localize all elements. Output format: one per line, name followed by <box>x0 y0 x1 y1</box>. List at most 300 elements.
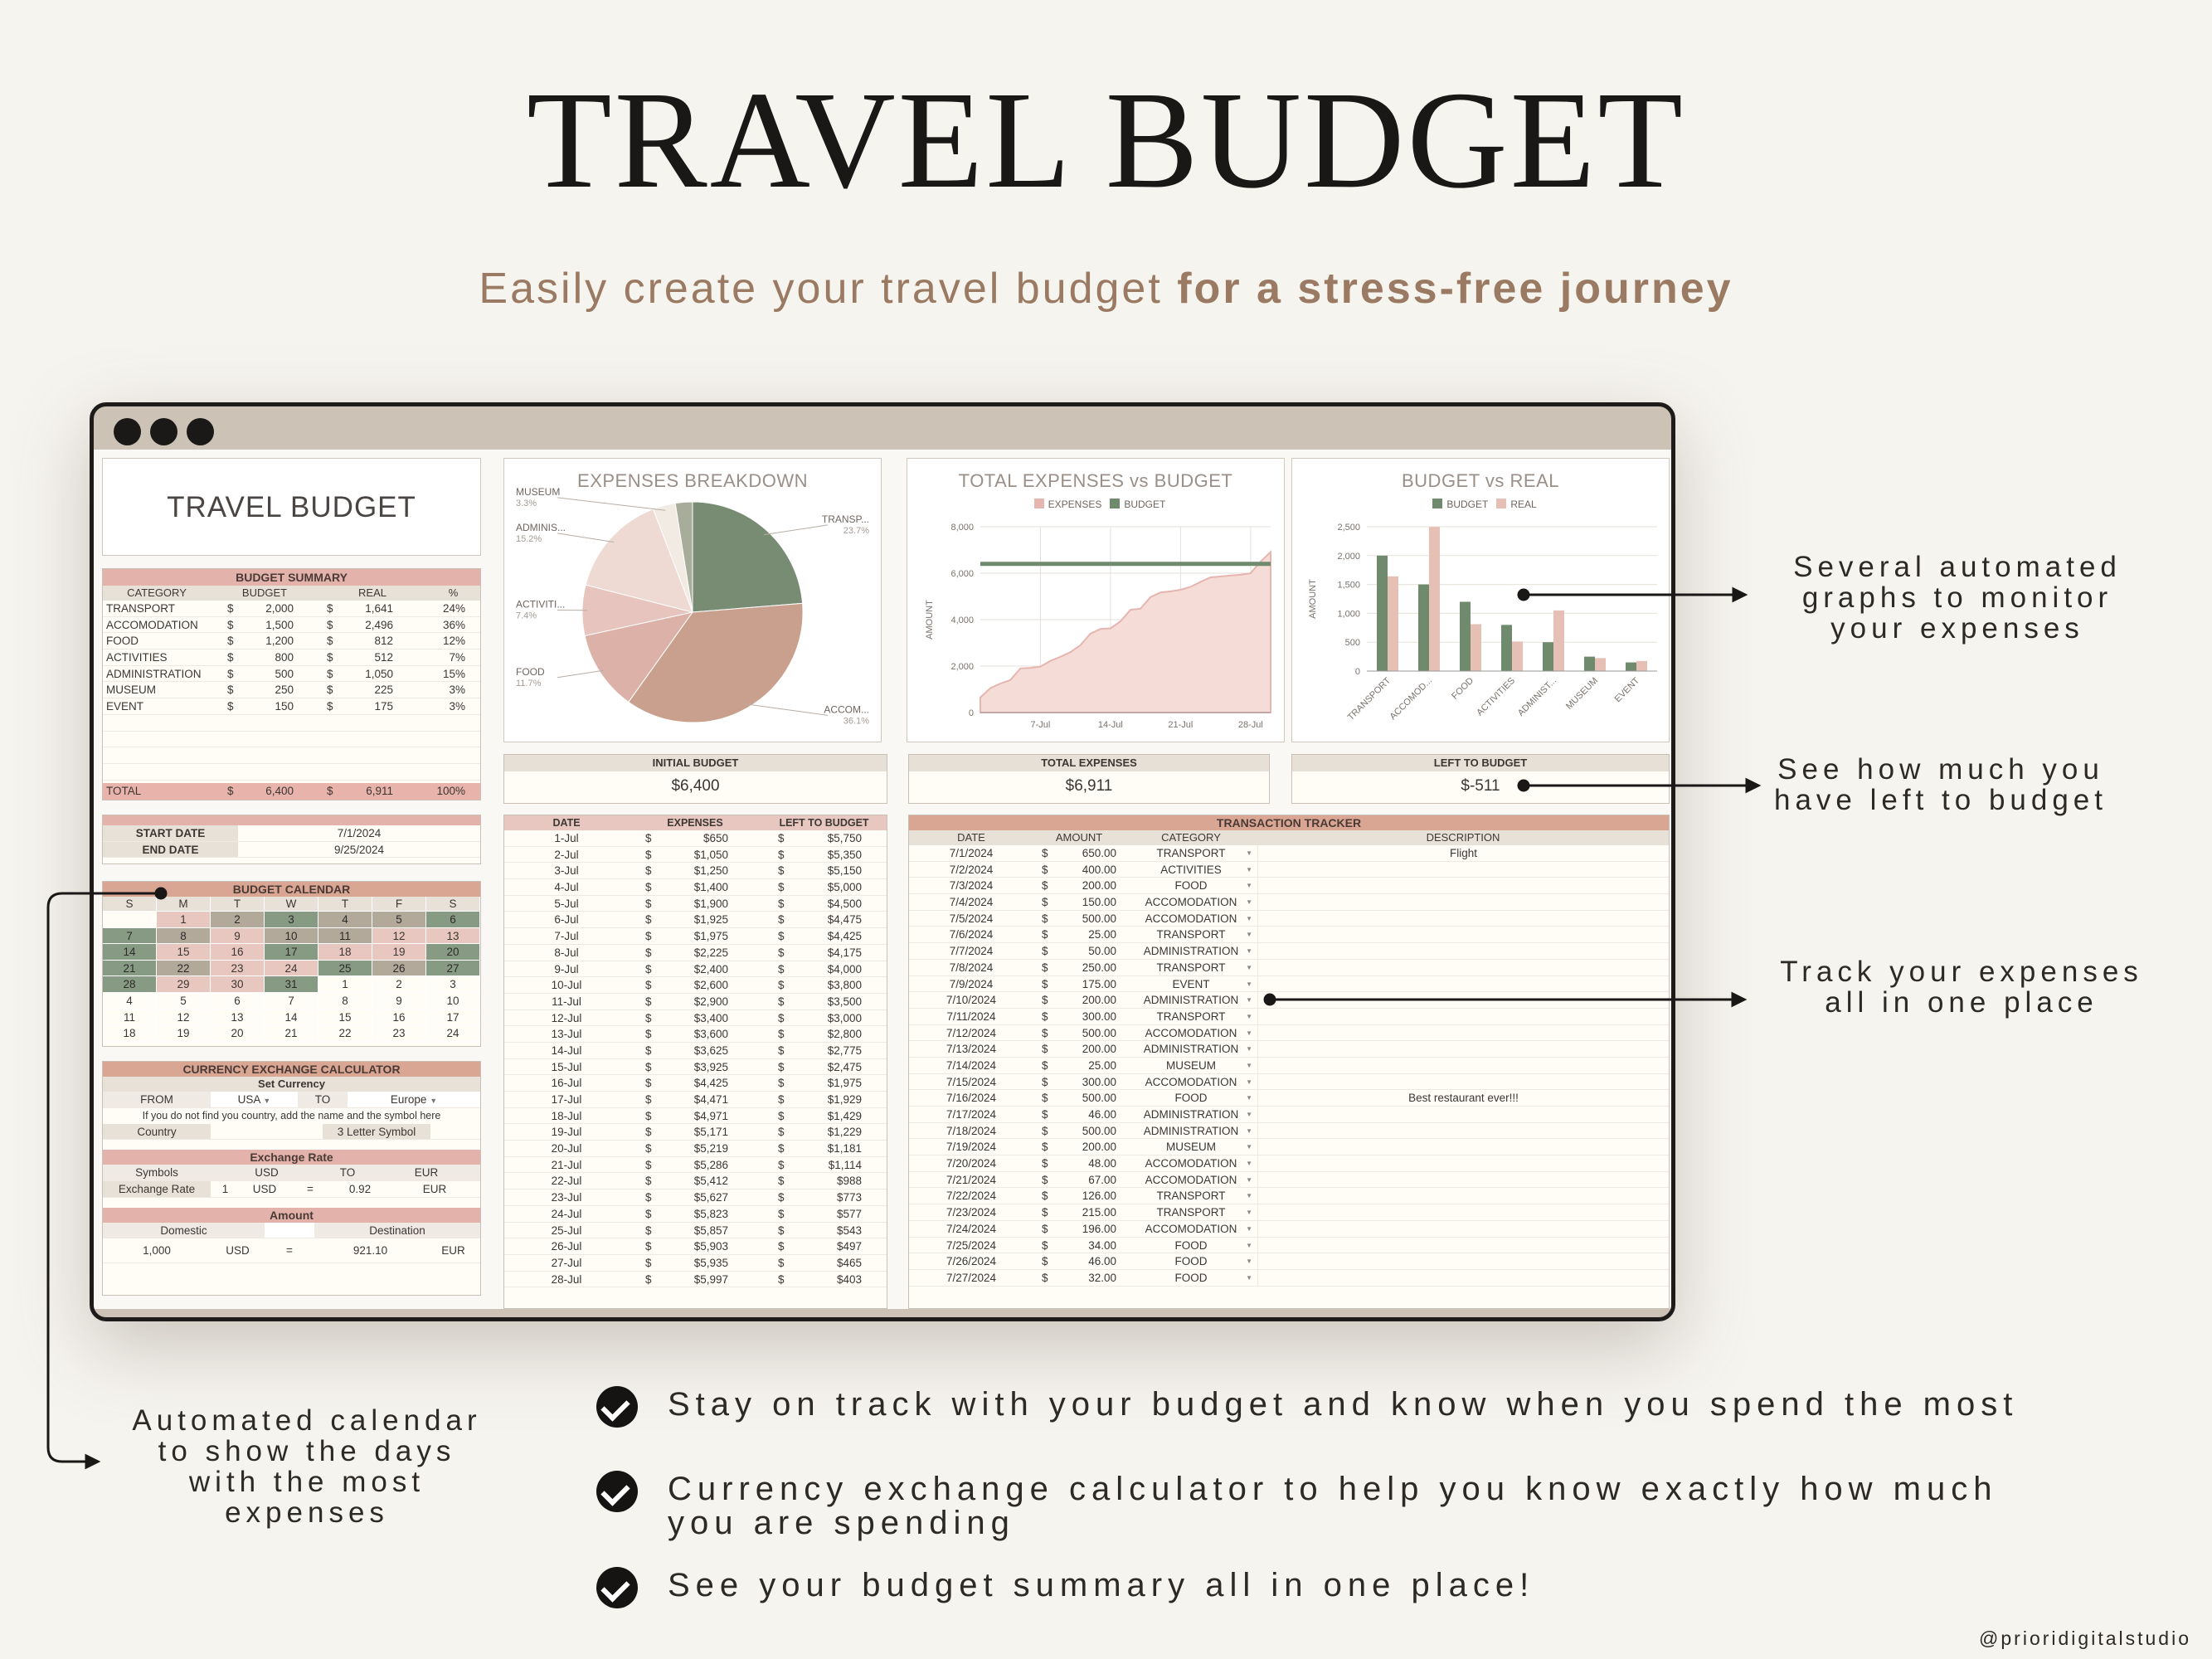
dates-header-band <box>103 815 480 825</box>
calendar-day[interactable]: 23 <box>372 1025 426 1042</box>
calendar-day[interactable]: 17 <box>265 944 318 961</box>
currency-symbol: $ <box>227 618 234 631</box>
tracker-category-select[interactable] <box>1125 976 1257 992</box>
daily-expense: $1,900 <box>693 897 728 910</box>
calendar-day[interactable]: 6 <box>211 993 265 1010</box>
tracker-description[interactable] <box>1257 960 1669 975</box>
currency-symbol: $ <box>778 1240 785 1253</box>
chart-title: EXPENSES BREAKDOWN <box>577 470 808 491</box>
calendar-day[interactable]: 17 <box>426 1010 480 1026</box>
tracker-date[interactable]: 7/19/2024 <box>946 1141 997 1154</box>
calendar-day[interactable]: 21 <box>265 1025 318 1042</box>
tracker-description[interactable] <box>1257 1172 1669 1188</box>
calendar-weekday: W <box>265 897 318 912</box>
tracker-row <box>909 1041 1669 1058</box>
calendar-day[interactable]: 4 <box>103 993 157 1010</box>
tracker-category-select[interactable] <box>1125 1058 1257 1073</box>
calendar-day[interactable]: 18 <box>103 1025 157 1042</box>
end-date-value[interactable]: 9/25/2024 <box>333 843 385 856</box>
calendar-day[interactable] <box>103 912 157 928</box>
budget-calendar <box>102 881 481 1047</box>
tracker-category-select[interactable] <box>1125 1009 1257 1024</box>
budget-summary-column-headers <box>103 586 480 601</box>
tracker-category-select[interactable] <box>1125 1139 1257 1155</box>
y-tick-label: 2,000 <box>1337 551 1360 562</box>
bar-real <box>1636 661 1647 671</box>
symbols-row <box>103 1165 480 1181</box>
chart-title: TOTAL EXPENSES vs BUDGET <box>958 470 1233 491</box>
tracker-category-select[interactable] <box>1125 1155 1257 1171</box>
calendar-day[interactable]: 27 <box>426 961 480 977</box>
tracker-amount[interactable]: 34.00 <box>1088 1238 1116 1252</box>
daily-expense: $4,971 <box>693 1109 728 1122</box>
tracker-amount[interactable]: 126.00 <box>1082 1190 1116 1203</box>
currency-symbol: $ <box>645 1044 652 1057</box>
currency-symbol: $ <box>1042 1075 1048 1088</box>
calendar-day[interactable]: 15 <box>318 1010 372 1026</box>
tracker-description[interactable] <box>1257 1058 1669 1073</box>
tracker-date[interactable]: 7/7/2024 <box>949 945 994 958</box>
budget-summary-total-row <box>103 783 480 800</box>
tracker-category-select[interactable] <box>1125 1221 1257 1237</box>
tracker-column-headers <box>909 830 1669 845</box>
tracker-description[interactable] <box>1257 911 1669 927</box>
tracker-date[interactable]: 7/27/2024 <box>946 1271 997 1284</box>
calendar-day[interactable]: 19 <box>157 1025 211 1042</box>
currency-symbol: $ <box>1042 1157 1048 1170</box>
summary-row <box>103 698 480 715</box>
calendar-day[interactable]: 13 <box>211 1010 265 1026</box>
summary-budget[interactable]: 800 <box>275 651 294 664</box>
currency-symbol: $ <box>1042 1173 1048 1186</box>
calendar-day[interactable]: 24 <box>426 1025 480 1042</box>
calendar-day[interactable]: 3 <box>265 912 318 928</box>
calendar-day[interactable]: 21 <box>103 961 157 977</box>
calendar-day[interactable]: 30 <box>211 976 265 993</box>
tracker-date[interactable]: 7/23/2024 <box>946 1206 997 1219</box>
tracker-category-value: ACTIVITIES <box>1160 863 1222 876</box>
daily-row <box>504 1043 887 1059</box>
calendar-day[interactable]: 16 <box>211 944 265 961</box>
tracker-date[interactable]: 7/16/2024 <box>946 1092 997 1105</box>
calendar-day[interactable]: 14 <box>265 1010 318 1026</box>
calendar-day[interactable]: 7 <box>103 928 157 945</box>
currency-symbol: $ <box>1042 1141 1048 1154</box>
tracker-date[interactable]: 7/22/2024 <box>946 1190 997 1203</box>
calendar-day[interactable]: 11 <box>318 928 372 945</box>
daily-row <box>504 945 887 961</box>
tracker-description[interactable] <box>1257 1025 1669 1041</box>
tracker-date[interactable]: 7/14/2024 <box>946 1058 997 1072</box>
end-date-row <box>103 842 480 859</box>
calendar-day[interactable]: 12 <box>157 1010 211 1026</box>
calendar-day[interactable]: 9 <box>372 993 426 1010</box>
tracker-row <box>909 1009 1669 1025</box>
daily-left: $1,181 <box>827 1142 862 1155</box>
chevron-down-icon: ▼ <box>1246 914 1252 922</box>
pie-slice-percent: 15.2% <box>516 533 542 544</box>
calendar-day[interactable]: 6 <box>426 912 480 928</box>
summary-budget[interactable]: 250 <box>275 684 294 697</box>
calendar-day[interactable]: 1 <box>318 976 372 993</box>
currency-from-to-row <box>103 1092 480 1108</box>
y-tick-label: 500 <box>1344 638 1360 649</box>
summary-category: ACTIVITIES <box>106 651 168 664</box>
calendar-day[interactable]: 4 <box>318 912 372 928</box>
domestic-amount-input[interactable]: 1,000 <box>143 1244 171 1258</box>
tracker-description[interactable] <box>1257 862 1669 878</box>
calendar-day[interactable]: 31 <box>265 976 318 993</box>
tracker-category-select[interactable] <box>1125 943 1257 959</box>
tracker-category-select[interactable] <box>1125 1204 1257 1220</box>
tracker-amount[interactable]: 500.00 <box>1082 1124 1116 1137</box>
tracker-category-select[interactable] <box>1125 845 1257 861</box>
currency-symbol: $ <box>645 979 652 992</box>
calendar-day[interactable]: 24 <box>265 961 318 977</box>
tracker-description[interactable] <box>1257 1155 1669 1171</box>
chevron-down-icon: ▼ <box>1246 1175 1252 1184</box>
chevron-down-icon: ▼ <box>1246 898 1252 907</box>
tracker-date[interactable]: 7/21/2024 <box>946 1173 997 1186</box>
y-tick-label: 4,000 <box>950 615 974 625</box>
tracker-category-select[interactable] <box>1125 1025 1257 1041</box>
tracker-date[interactable]: 7/18/2024 <box>946 1124 997 1137</box>
currency-symbol: $ <box>778 1272 785 1286</box>
daily-left: $4,500 <box>827 897 862 910</box>
daily-left: $4,475 <box>827 913 862 927</box>
tracker-row <box>909 1090 1669 1107</box>
tracker-date[interactable]: 7/9/2024 <box>949 977 994 990</box>
calendar-day[interactable]: 10 <box>265 928 318 945</box>
calendar-day[interactable]: 26 <box>372 961 426 977</box>
calendar-day[interactable]: 1 <box>157 912 211 928</box>
daily-date: 9-Jul <box>554 962 579 975</box>
summary-budget[interactable]: 2,000 <box>265 602 294 615</box>
symbol-input[interactable] <box>430 1124 480 1140</box>
tracker-amount[interactable]: 32.00 <box>1088 1271 1116 1284</box>
tracker-row <box>909 845 1669 862</box>
tracker-date[interactable]: 7/2/2024 <box>949 863 994 876</box>
tracker-amount[interactable]: 650.00 <box>1082 847 1116 859</box>
pie-slice <box>693 502 803 612</box>
currency-symbol: $ <box>1042 1271 1048 1284</box>
calendar-day[interactable]: 23 <box>211 961 265 977</box>
tracker-amount[interactable]: 300.00 <box>1082 1010 1116 1023</box>
summary-budget[interactable]: 1,200 <box>265 635 294 648</box>
from-label: FROM <box>140 1093 173 1106</box>
summary-budget[interactable]: 500 <box>275 667 294 680</box>
page-title: TRAVEL BUDGET <box>527 63 1685 217</box>
tracker-description[interactable] <box>1257 943 1669 959</box>
currency-symbol: $ <box>1042 1043 1048 1056</box>
tracker-date[interactable]: 7/25/2024 <box>946 1238 997 1252</box>
summary-percent: 24% <box>442 602 465 615</box>
daily-row <box>504 928 887 945</box>
daily-left: $577 <box>836 1207 862 1220</box>
x-tick-label: ADMINIST... <box>1515 675 1559 718</box>
currency-symbol: $ <box>1042 879 1048 893</box>
tracker-category-select[interactable] <box>1125 927 1257 942</box>
tracker-date[interactable]: 7/13/2024 <box>946 1043 997 1056</box>
tracker-category-select[interactable] <box>1125 1090 1257 1106</box>
col-percent: % <box>448 586 459 599</box>
daily-date: 12-Jul <box>551 1011 582 1024</box>
initial-budget-label: INITIAL BUDGET <box>504 755 887 771</box>
chevron-down-icon: ▼ <box>1246 882 1252 890</box>
calendar-day[interactable]: 19 <box>372 944 426 961</box>
tracker-date[interactable]: 7/1/2024 <box>949 847 994 859</box>
currency-header: CURRENCY EXCHANGE CALCULATOR <box>103 1062 480 1077</box>
sheet-title: TRAVEL BUDGET <box>167 491 416 523</box>
calendar-day[interactable]: 5 <box>372 912 426 928</box>
calendar-day[interactable]: 20 <box>211 1025 265 1042</box>
tracker-amount[interactable]: 25.00 <box>1088 1058 1116 1072</box>
tracker-category-value: ACCOMODATION <box>1145 912 1237 925</box>
currency-symbol: $ <box>645 832 652 844</box>
tracker-amount[interactable]: 200.00 <box>1082 994 1116 1007</box>
tracker-category-select[interactable] <box>1125 1041 1257 1057</box>
tracker-row <box>909 960 1669 976</box>
calendar-day[interactable]: 2 <box>211 912 265 928</box>
tracker-description[interactable] <box>1257 1221 1669 1237</box>
summary-real: 1,641 <box>365 602 393 615</box>
calendar-day[interactable]: 14 <box>103 944 157 961</box>
tracker-description[interactable] <box>1257 992 1669 1008</box>
calendar-day[interactable]: 5 <box>157 993 211 1010</box>
tracker-amount[interactable]: 300.00 <box>1082 1075 1116 1088</box>
chevron-down-icon: ▼ <box>1246 849 1252 857</box>
rate-value[interactable]: 0.92 <box>348 1183 372 1196</box>
tracker-date[interactable]: 7/26/2024 <box>946 1255 997 1268</box>
tracker-amount[interactable]: 200.00 <box>1082 879 1116 893</box>
tracker-category-select[interactable] <box>1125 1238 1257 1253</box>
tracker-date[interactable]: 7/11/2024 <box>946 1010 996 1023</box>
tracker-description[interactable] <box>1257 894 1669 910</box>
subtitle-bold: for a stress-free journey <box>1177 265 1733 313</box>
daily-left: $2,475 <box>827 1060 862 1073</box>
tracker-amount[interactable]: 50.00 <box>1088 945 1116 958</box>
tracker-description[interactable] <box>1257 1074 1669 1090</box>
summary-category: ACCOMODATION <box>106 618 198 631</box>
calendar-day[interactable]: 8 <box>157 928 211 945</box>
legend-budget: BUDGET <box>1124 499 1166 510</box>
tracker-description[interactable] <box>1257 1238 1669 1253</box>
summary-real: 1,050 <box>365 667 393 680</box>
currency-symbol: $ <box>1042 1190 1048 1203</box>
calendar-day[interactable]: 9 <box>211 928 265 945</box>
summary-budget[interactable]: 150 <box>275 700 294 713</box>
tracker-category-select[interactable] <box>1125 960 1257 975</box>
tracker-amount[interactable]: 175.00 <box>1082 977 1116 990</box>
tracker-amount[interactable]: 200.00 <box>1082 1141 1116 1154</box>
tracker-category-select[interactable] <box>1125 878 1257 893</box>
chevron-down-icon: ▼ <box>1246 1273 1252 1282</box>
calendar-weekday: T <box>211 897 265 912</box>
daily-date: 10-Jul <box>551 979 582 992</box>
currency-symbol: $ <box>1042 961 1048 974</box>
tracker-category-select[interactable] <box>1125 1074 1257 1090</box>
country-input[interactable] <box>211 1124 323 1140</box>
daily-left: $1,229 <box>827 1126 862 1139</box>
tracker-category-value: FOOD <box>1174 1255 1208 1268</box>
tracker-amount[interactable]: 150.00 <box>1082 896 1116 909</box>
summary-empty-row <box>103 732 480 748</box>
tracker-description[interactable] <box>1257 1123 1669 1139</box>
tracker-category-select[interactable] <box>1125 1123 1257 1139</box>
tracker-description[interactable] <box>1257 1139 1669 1155</box>
tracker-date[interactable]: 7/15/2024 <box>946 1075 997 1088</box>
tracker-category-select[interactable] <box>1125 1253 1257 1269</box>
currency-symbol: $ <box>1042 1238 1048 1252</box>
tracker-amount[interactable]: 67.00 <box>1088 1173 1116 1186</box>
tracker-category-select[interactable] <box>1125 1188 1257 1204</box>
tracker-description[interactable] <box>1257 1253 1669 1269</box>
tracker-date[interactable]: 7/4/2024 <box>949 896 994 909</box>
calendar-week <box>103 961 480 977</box>
tracker-date[interactable]: 7/10/2024 <box>946 994 997 1007</box>
tracker-date[interactable]: 7/20/2024 <box>946 1157 997 1170</box>
tracker-amount[interactable]: 46.00 <box>1088 1108 1116 1121</box>
calendar-day[interactable]: 20 <box>426 944 480 961</box>
currency-symbol: $ <box>645 1011 652 1024</box>
tracker-amount[interactable]: 48.00 <box>1088 1157 1116 1170</box>
daily-expense: $1,400 <box>693 881 728 894</box>
tracker-amount[interactable]: 25.00 <box>1088 928 1116 941</box>
tracker-category-value: ADMINISTRATION <box>1143 945 1239 958</box>
tracker-amount[interactable]: 215.00 <box>1082 1206 1116 1219</box>
left-to-budget-card <box>1291 754 1670 804</box>
tracker-category-select[interactable] <box>1125 992 1257 1008</box>
currency-symbol: $ <box>778 995 785 1008</box>
tracker-description[interactable]: Flight <box>1257 845 1669 861</box>
calendar-day[interactable]: 16 <box>372 1010 426 1026</box>
start-date-value[interactable]: 7/1/2024 <box>337 827 382 839</box>
tracker-description[interactable] <box>1257 1188 1669 1204</box>
tracker-description[interactable] <box>1257 927 1669 942</box>
x-tick-label: ACCOMOD... <box>1388 675 1435 722</box>
window-minimize-dot[interactable] <box>150 418 177 445</box>
calendar-day[interactable]: 7 <box>265 993 318 1010</box>
currency-symbol: $ <box>778 913 785 927</box>
exchange-rate-row <box>103 1181 480 1198</box>
window-maximize-dot[interactable] <box>187 418 214 445</box>
tracker-description[interactable] <box>1257 1107 1669 1122</box>
daily-left: $1,929 <box>827 1093 862 1106</box>
tracker-date[interactable]: 7/5/2024 <box>949 912 994 925</box>
tracker-amount[interactable]: 400.00 <box>1082 863 1116 876</box>
summary-budget[interactable]: 1,500 <box>265 618 294 631</box>
tracker-category-value: ACCOMODATION <box>1145 1173 1237 1186</box>
calendar-day[interactable]: 3 <box>426 976 480 993</box>
tracker-category-select[interactable] <box>1125 1172 1257 1188</box>
budget-calendar-header: BUDGET CALENDAR <box>103 882 480 897</box>
tracker-amount[interactable]: 500.00 <box>1082 1092 1116 1105</box>
daily-left: $988 <box>836 1175 862 1188</box>
calendar-day[interactable]: 28 <box>103 976 157 993</box>
tracker-row <box>909 1238 1669 1254</box>
tracker-category-select[interactable] <box>1125 862 1257 878</box>
col-category: CATEGORY <box>127 586 187 599</box>
pie-slice-label: ACCOM... <box>824 703 869 716</box>
calendar-day[interactable]: 22 <box>318 1025 372 1042</box>
currency-symbol: $ <box>645 848 652 861</box>
tracker-date[interactable]: 7/17/2024 <box>946 1108 997 1121</box>
total-expenses-card <box>908 754 1270 804</box>
daily-date: 2-Jul <box>554 848 579 861</box>
to-currency-select[interactable] <box>348 1092 480 1107</box>
window-close-dot[interactable] <box>114 418 141 445</box>
summary-real: 812 <box>374 635 393 648</box>
tracker-amount[interactable]: 500.00 <box>1082 1026 1116 1039</box>
tracker-category-value: FOOD <box>1174 1238 1208 1252</box>
tracker-description[interactable] <box>1257 1041 1669 1057</box>
calendar-day[interactable]: 18 <box>318 944 372 961</box>
bar-budget <box>1418 585 1429 671</box>
daily-left: $4,425 <box>827 930 862 943</box>
tracker-amount[interactable]: 200.00 <box>1082 1043 1116 1056</box>
tracker-description[interactable] <box>1257 1204 1669 1220</box>
tracker-category-select[interactable] <box>1125 1107 1257 1122</box>
expenses-breakdown-chart <box>503 458 882 742</box>
tracker-amount[interactable]: 196.00 <box>1082 1222 1116 1235</box>
from-currency-select[interactable] <box>211 1092 298 1107</box>
country-label: Country <box>103 1124 211 1140</box>
tracker-amount[interactable]: 500.00 <box>1082 912 1116 925</box>
calendar-day[interactable]: 25 <box>318 961 372 977</box>
tracker-description[interactable] <box>1257 1270 1669 1286</box>
tracker-date[interactable]: 7/3/2024 <box>949 879 994 893</box>
summary-row <box>103 666 480 683</box>
y-tick-label: 8,000 <box>950 523 974 533</box>
tracker-description[interactable] <box>1257 1009 1669 1024</box>
tracker-row <box>909 1074 1669 1091</box>
tracker-date[interactable]: 7/24/2024 <box>946 1222 997 1235</box>
daily-date: 19-Jul <box>551 1126 582 1139</box>
calendar-day[interactable]: 15 <box>157 944 211 961</box>
daily-row <box>504 912 887 928</box>
tracker-date[interactable]: 7/6/2024 <box>949 928 994 941</box>
tracker-description[interactable]: Best restaurant ever!!! <box>1257 1090 1669 1106</box>
calendar-day[interactable]: 2 <box>372 976 426 993</box>
daily-date: 27-Jul <box>551 1256 582 1269</box>
tracker-amount[interactable]: 250.00 <box>1082 961 1116 974</box>
daily-expense: $5,171 <box>693 1126 728 1139</box>
annotation-calendar: Automated calendar to show the days with the most expenses <box>132 1404 482 1529</box>
tracker-description[interactable] <box>1257 878 1669 893</box>
daily-expense: $3,625 <box>693 1044 728 1057</box>
tracker-category-select[interactable] <box>1125 1270 1257 1286</box>
tracker-category-select[interactable] <box>1125 894 1257 910</box>
tracker-description[interactable] <box>1257 976 1669 992</box>
calendar-day[interactable]: 10 <box>426 993 480 1010</box>
tracker-category-value: TRANSPORT <box>1156 847 1226 859</box>
calendar-day[interactable]: 13 <box>426 928 480 945</box>
calendar-day[interactable]: 29 <box>157 976 211 993</box>
calendar-day[interactable]: 12 <box>372 928 426 945</box>
budget-summary-header: BUDGET SUMMARY <box>103 569 480 586</box>
tracker-amount[interactable]: 46.00 <box>1088 1255 1116 1268</box>
daily-expense: $5,935 <box>693 1256 728 1269</box>
calendar-day[interactable]: 22 <box>157 961 211 977</box>
daily-row <box>504 879 887 896</box>
daily-left: $3,000 <box>827 1011 862 1024</box>
x-tick-label: MUSEUM <box>1564 675 1601 712</box>
calendar-day[interactable]: 8 <box>318 993 372 1010</box>
tracker-date[interactable]: 7/8/2024 <box>949 961 994 974</box>
calendar-day[interactable]: 11 <box>103 1010 157 1026</box>
tracker-category-select[interactable] <box>1125 911 1257 927</box>
tracker-date[interactable]: 7/12/2024 <box>946 1026 997 1039</box>
